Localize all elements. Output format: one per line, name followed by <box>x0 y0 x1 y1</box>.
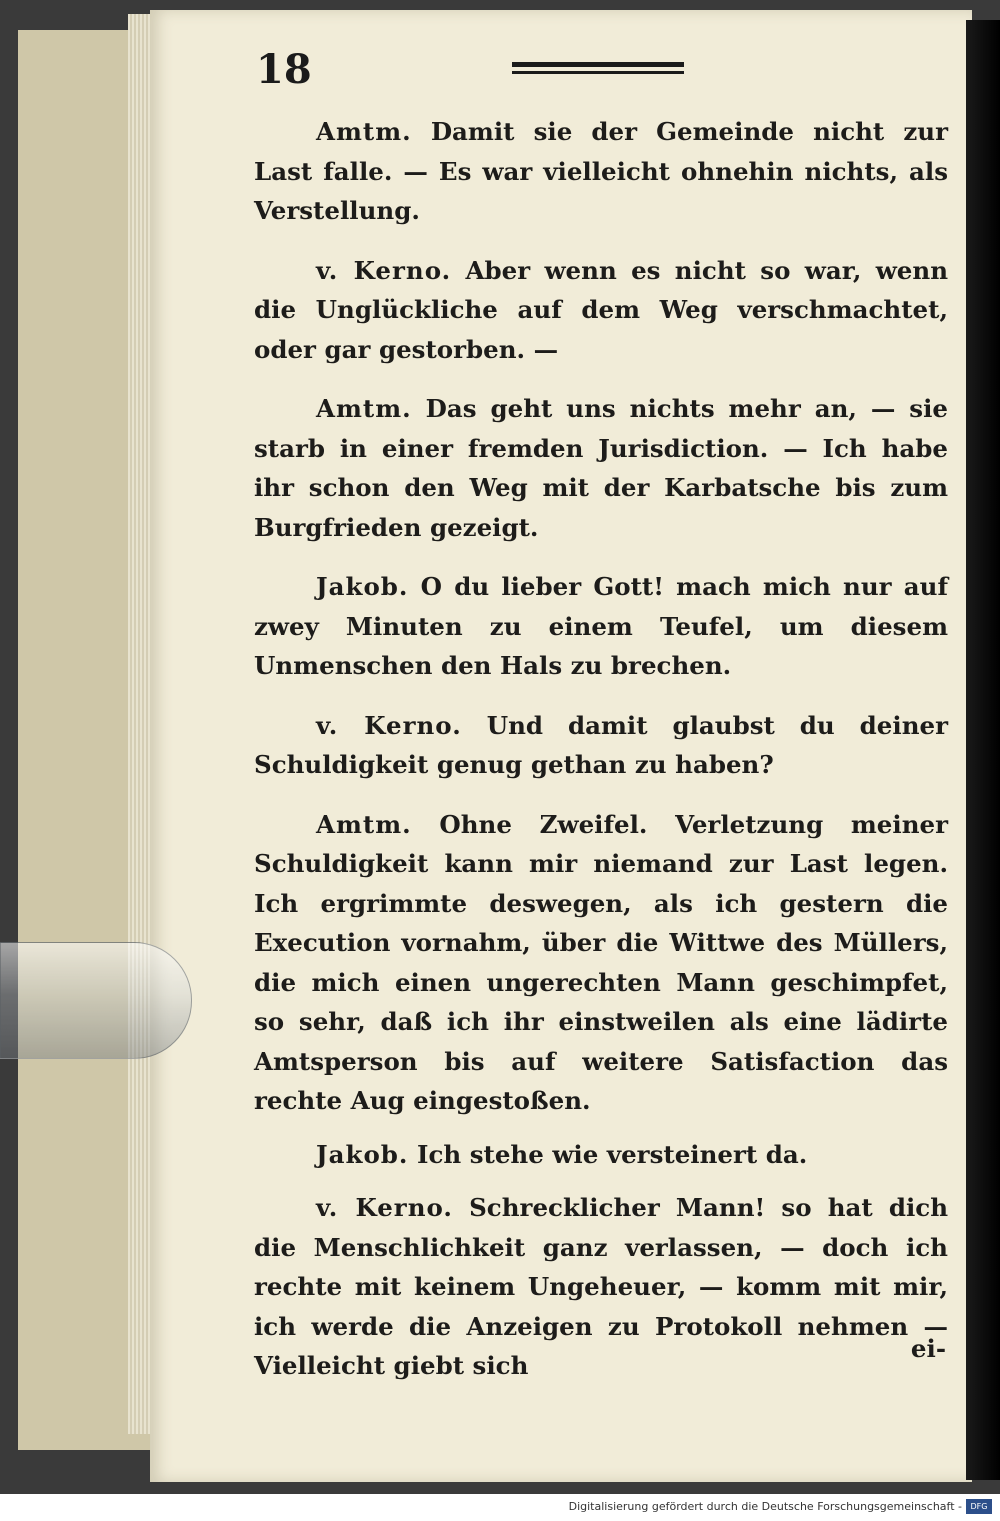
paragraph-text: Schrecklicher Mann! so hat dich die Menschlichkeit ganz verlassen, — doch ich rechte mit keinem Ungeheuer, — komm mit mir, ich werde die Anzeigen zu Protokoll nehmen — Vielleicht giebt sich <box>254 1193 949 1380</box>
dfg-logo: DFG <box>966 1499 992 1514</box>
speaker-name: Amtm. <box>316 394 412 423</box>
header-rule-thick <box>512 62 684 67</box>
header-rule-thin <box>512 71 684 74</box>
page-holder-clip <box>0 942 192 1059</box>
paragraph <box>254 112 948 231</box>
paragraph <box>254 706 948 785</box>
page-number: 18 <box>256 46 312 93</box>
paragraph-text: Das geht uns nichts mehr an, — sie starb in einer fremden Jurisdiction. — Ich habe ihr schon den Weg mit der Karbatsche bis zum Burgfrieden gezeigt. <box>254 394 948 542</box>
paragraph <box>254 1135 948 1175</box>
catchword: ei- <box>910 1334 946 1363</box>
paragraph-text: O du lieber Gott! mach mich nur auf zwey Minuten zu einem Teufel, um diesem Unmenschen den Hals zu brechen. <box>254 572 949 680</box>
footer-bar <box>0 1494 1000 1521</box>
speaker-name: v. Kerno. <box>316 255 452 285</box>
speaker-name: Amtm. <box>316 117 412 146</box>
speaker-name: v. Kerno. <box>316 710 462 740</box>
speaker-name: Jakob. <box>316 572 409 601</box>
paragraph-text: Ohne Zweifel. Verletzung meiner Schuldigkeit kann mir niemand zur Last legen. Ich ergrimmte deswegen, als ich gestern die Execution vornahm, über die Wittwe des Müllers, die mich einen ungerechten Mann geschimpfet, so sehr, daß ich ihr einstweilen als eine lädirte Amtsperson bis auf weitere Satisfaction das rechte Aug eingestoßen. <box>254 809 949 1115</box>
funding-credit: Digitalisierung gefördert durch die Deutsche Forschungsgemeinschaft - <box>568 1500 962 1513</box>
paragraph-text: Damit sie der Gemeinde nicht zur Last falle. — Es war vielleicht ohnehin nichts, als Verstellung. <box>254 117 948 225</box>
right-page-edge <box>966 20 1000 1480</box>
paragraph-text: Ich stehe wie versteinert da. <box>416 1139 808 1169</box>
paragraph-text: Und damit glaubst du deiner Schuldigkeit genug gethan zu haben? <box>254 710 949 779</box>
paragraph <box>254 251 948 370</box>
speaker-name: v. Kerno. <box>316 1193 453 1222</box>
body-text <box>254 112 948 1406</box>
speaker-name: Jakob. <box>316 1139 409 1169</box>
paragraph-text: Aber wenn es nicht so war, wenn die Unglückliche auf dem Weg verschmachtet, oder gar gestorben. — <box>254 255 949 364</box>
paragraph <box>254 805 948 1121</box>
paragraph <box>254 1188 948 1386</box>
paragraph <box>254 567 948 686</box>
paragraph <box>254 389 948 547</box>
speaker-name: Amtm. <box>316 809 412 839</box>
